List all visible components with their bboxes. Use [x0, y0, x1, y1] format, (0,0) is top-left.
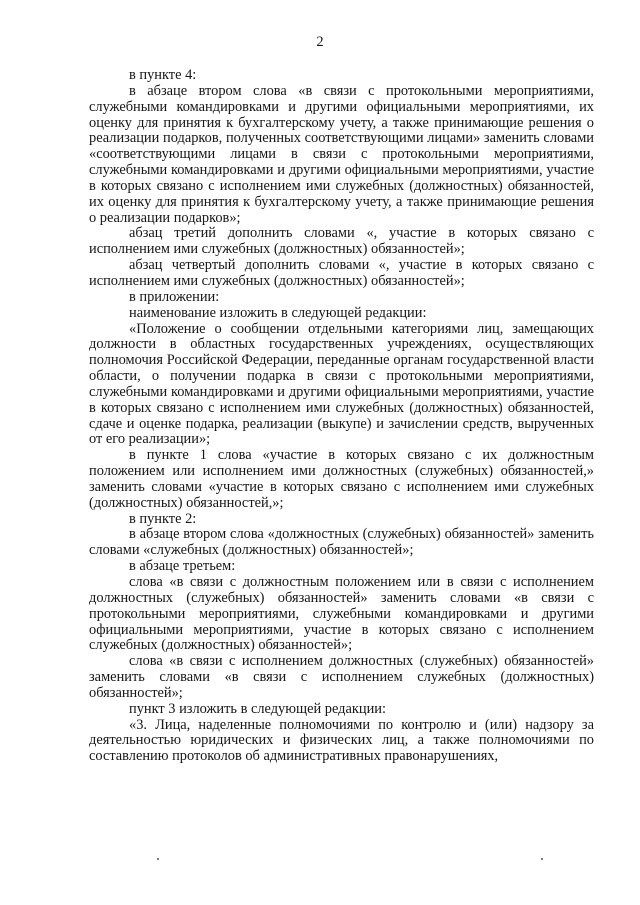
paragraph-13: слова «в связи с исполнением должностных (служебных) обязанностей» заменить словами «в связи с исполнением служебных (должностных) обязанностей»; [89, 653, 594, 701]
paragraph-8: в пункте 1 слова «участие в которых связано с их должностным положением или исполнением ими должностных (служебных) обязанностей,» заменить словами «участие в которых связано с исполнением ими служебных (должностных) обязанностей,»; [89, 447, 594, 511]
paragraph-4: абзац четвертый дополнить словами «, участие в которых связано с исполнением ими служебных (должностных) обязанностей»; [89, 257, 594, 289]
page-number: 2 [316, 34, 324, 50]
paragraph-12: слова «в связи с должностным положением или в связи с исполнением должностных (служебных) обязанностей» заменить словами «в связи с протокольными мероприятиями, служебными командировками и другими официальными мероприятиями, участие в которых связано с исполнением служебных (должностных) обязанностей»; [89, 574, 594, 654]
paragraph-15: «3. Лица, наделенные полномочиями по контролю и (или) надзору за деятельностью юридических и физических лиц, а также полномочиями по составлению протоколов об административных правонарушениях, [89, 716, 594, 765]
paragraph-3: абзац третий дополнить словами «, участие в которых связано с исполнением ими служебных (должностных) обязанностей»; [89, 225, 594, 258]
paragraph-2: в абзаце втором слова «в связи с протокольными мероприятиями, служебными командировками и другими официальными мероприятиями, их оценку для принятия к бухгалтерскому учету, а также принимающие решения о реализации подарков, полученных соответствующими лицами» заменить словами «соответствующими лицами в связи с протокольными мероприятиями, служебными командировками и другими официальными мероприятиями, участие в которых связано с исполнением ими служебных (должностных) обязанностей, их оценку для принятия к бухгалтерскому учету, а также принимающие решения о реализации подарков»; [89, 82, 594, 226]
document-body [89, 68, 594, 765]
paragraph-10: в абзаце втором слова «должностных (служебных) обязанностей» заменить словами «служебных (должностных) обязанностей»; [89, 526, 594, 559]
paragraph-7: «Положение о сообщении отдельными категориями лиц, замещающих должности в областных государственных учреждениях, осуществляющих полномочия Российской Федерации, переданные органам государственной власти области, о получении подарка в связи с протокольными мероприятиями, служебными командировками и другими официальными мероприятиями, участие в которых связано с исполнением ими служебных (должностных) обязанностей, сдаче и оценке подарка, реализации (выкупе) и зачислении средств, вырученных от его реализации»; [89, 320, 594, 448]
scan-speck [541, 858, 543, 860]
scan-speck [157, 858, 159, 860]
paragraph-6: наименование изложить в следующей редакции: [129, 304, 427, 321]
paragraph-14: пункт 3 изложить в следующей редакции: [129, 700, 386, 717]
paragraph-9: в пункте 2: [129, 510, 197, 527]
paragraph-11: в абзаце третьем: [129, 558, 236, 575]
paragraph-5: в приложении: [129, 288, 220, 305]
paragraph-1: в пункте 4: [129, 67, 197, 83]
